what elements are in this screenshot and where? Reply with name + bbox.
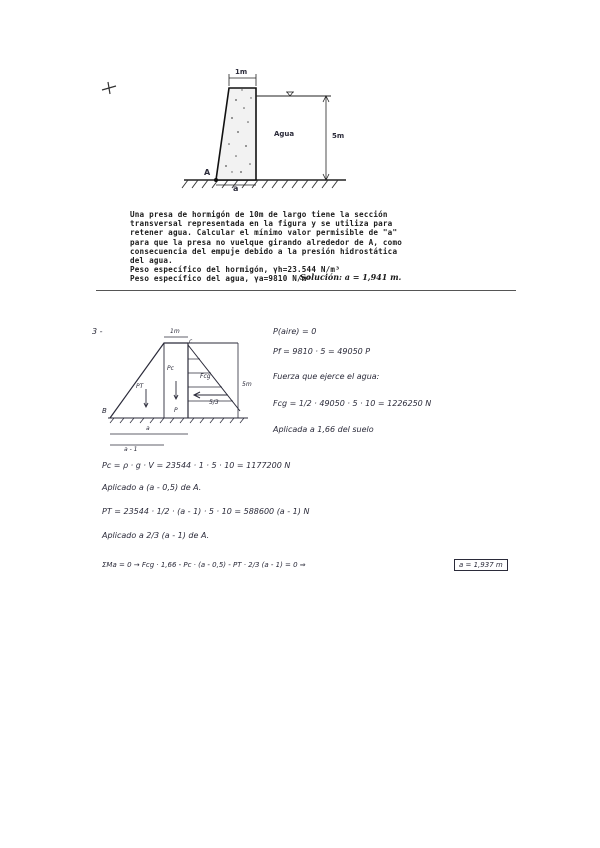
problem-line: consecuencia del empuje debido a la presión hidrostática [130, 246, 398, 256]
hw-label-arm: 5/3 [209, 399, 219, 406]
printed-problem [96, 60, 526, 300]
divider-line [96, 290, 516, 291]
hw-line-pt-applied: Aplicado a 2/3 (a - 1) de A. [102, 531, 210, 540]
hw-label-c: c [189, 338, 193, 345]
hw-result-box: a = 1,937 m [454, 559, 508, 571]
hw-note-air: P(aire) = 0 [273, 327, 317, 336]
hw-line-pc-applied: Aplicado a (a - 0,5) de A. [102, 483, 202, 492]
hw-equation: ΣMa = 0 → Fcg · 1,66 - Pc · (a - 0,5) - PT · 2/3 (a - 1) = 0 ⇒ [102, 561, 306, 569]
problem-line: retener agua. Calcular el mínimo valor permisible de "a" [130, 228, 398, 238]
hw-line-pt: PT = 23544 · 1/2 · (a - 1) · 5 · 10 = 588600 (a - 1) N [102, 507, 310, 516]
label-water: Agua [274, 130, 295, 138]
hw-note-force-value: Fcg = 1/2 · 49050 · 5 · 10 = 1226250 N [273, 399, 432, 408]
hw-note-pressure: Pf = 9810 · 5 = 49050 P [273, 347, 371, 356]
hw-label-a-minus-1: a - 1 [124, 446, 138, 453]
handwritten-diagram [88, 315, 528, 455]
hw-line-pc: Pc = ρ · g · V = 23544 · 1 · 5 · 10 = 1177200 N [102, 461, 291, 470]
hw-note-applied: Aplicada a 1,66 del suelo [273, 425, 374, 434]
label-top-width: 1m [235, 68, 248, 76]
hw-label-height: 5m [242, 381, 252, 388]
problem-line: transversal representada en la figura y se utiliza para [130, 219, 393, 229]
label-base-a: a [233, 184, 239, 193]
label-point-a: A [204, 168, 211, 177]
hw-label-b: B [102, 407, 107, 415]
printed-solution: Solución: a = 1,941 m. [300, 272, 402, 282]
hw-label-force: Fcg [200, 373, 211, 380]
hw-note-force-title: Fuerza que ejerce el agua: [273, 372, 380, 381]
hw-label-top-width: 1m [170, 328, 180, 335]
dam-diagram [96, 60, 526, 210]
hw-label-a: a [146, 425, 150, 432]
problem-line: Peso específico del hormigón, γh=23.544 N/m³ [130, 265, 340, 275]
hw-label-pc: Pc [167, 365, 174, 372]
hw-label-p: P [174, 407, 178, 414]
problem-line: para que la presa no vuelque girando alrededor de A, como [130, 237, 402, 247]
hw-label-pt: PT [136, 383, 144, 390]
problem-line: Peso específico del agua, γa=9810 N/m³ [130, 274, 312, 284]
handwritten-number: 3 - [92, 327, 103, 336]
label-height: 5m [332, 132, 345, 140]
problem-line: del agua. [130, 256, 173, 266]
handwritten-solution [88, 315, 528, 585]
problem-line: Una presa de hormigón de 10m de largo tiene la sección [130, 210, 388, 219]
